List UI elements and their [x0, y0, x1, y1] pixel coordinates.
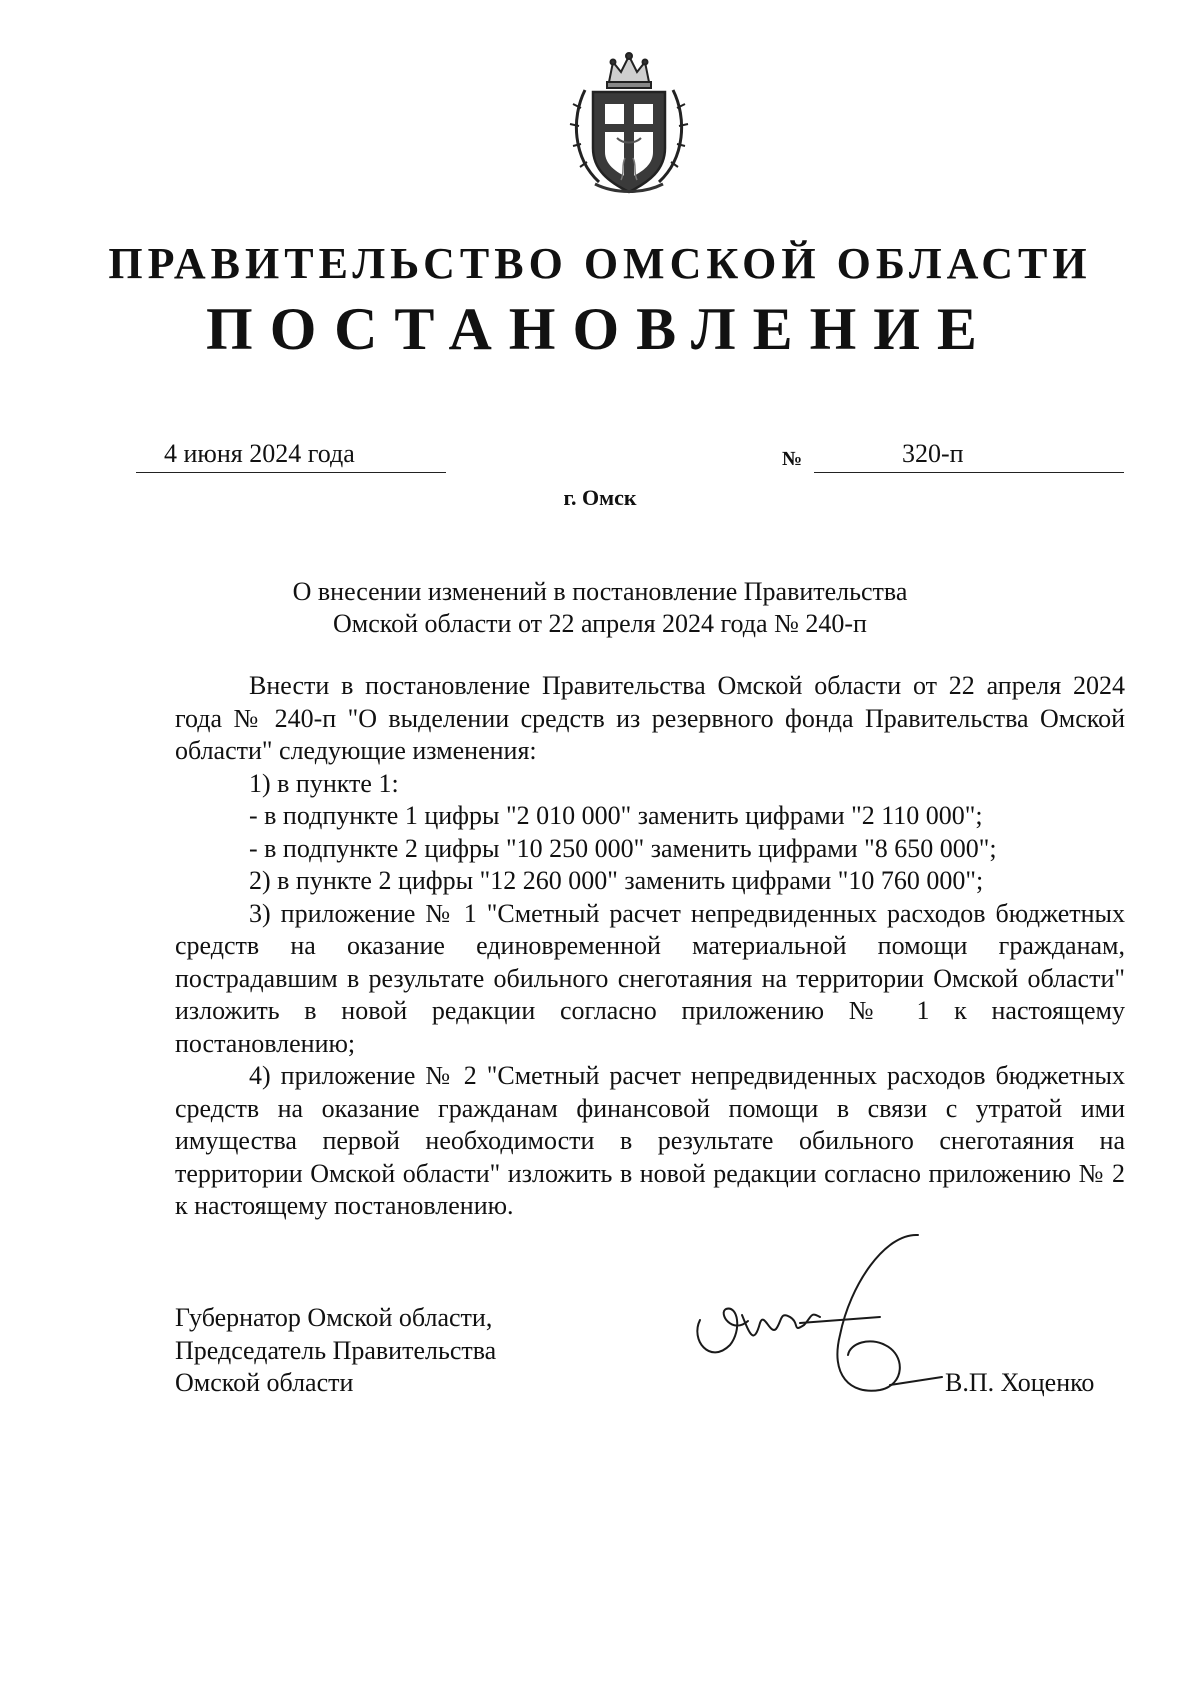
paragraph-intro: Внести в постановление Правительства Омской области от 22 апреля 2024 года № 240-п "О выделении средств из резервного фонда Правительства Омской области" следующие изменения: — [175, 671, 1125, 765]
paragraph-item-2: 2) в пункте 2 цифры "12 260 000" заменить цифрами "10 760 000"; — [249, 866, 984, 895]
omsk-coat-of-arms-icon — [565, 48, 693, 198]
heading-line-1: О внесении изменений в постановление Правительства — [292, 577, 908, 606]
paragraph-item-4: 4) приложение № 2 "Сметный расчет непредвиденных расходов бюджетных средств на оказание гражданам финансовой помощи в связи с утратой ими имущества первой необходимости в результате обильного снеготаяния на территории Омской области" изложить в новой редакции согласно приложению № 2 к настоящему постановлению. — [175, 1061, 1125, 1220]
city: г. Омск — [563, 485, 637, 510]
document-date: 4 июня 2024 года — [164, 439, 355, 468]
signer-position — [175, 1302, 496, 1400]
heading-line-2: Омской области от 22 апреля 2024 года № 240-п — [333, 609, 867, 638]
paragraph-item-1: 1) в пункте 1: — [249, 768, 399, 798]
paragraph-subitem-1: - в подпункте 1 цифры "2 010 000" заменить цифрами "2 110 000"; — [249, 801, 983, 830]
document-body — [175, 670, 1125, 1223]
signer-position-line-3: Омской области — [175, 1368, 354, 1397]
signer-position-line-1: Губернатор Омской области, — [175, 1303, 493, 1332]
signer-name: В.П. Хоценко — [945, 1368, 1095, 1397]
document-heading — [180, 576, 1020, 640]
government-name: ПРАВИТЕЛЬСТВО ОМСКОЙ ОБЛАСТИ — [108, 239, 1092, 288]
document-type: ПОСТАНОВЛЕНИЕ — [206, 296, 994, 362]
number-sign: № — [782, 448, 803, 470]
signer-position-line-2: Председатель Правительства — [175, 1335, 497, 1365]
paragraph-subitem-2: - в подпункте 2 цифры "10 250 000" заменить цифрами "8 650 000"; — [249, 833, 997, 863]
document-date-field — [136, 438, 446, 473]
document-number-field — [814, 438, 1124, 473]
document-number: 320-п — [902, 439, 964, 468]
paragraph-item-3: 3) приложение № 1 "Сметный расчет непредвиденных расходов бюджетных средств на оказание единовременной материальной помощи гражданам, пострадавшим в результате обильного снеготаяния на территории Омской области" изложить в новой редакции согласно приложению № 1 к настоящему постановлению; — [175, 898, 1125, 1058]
